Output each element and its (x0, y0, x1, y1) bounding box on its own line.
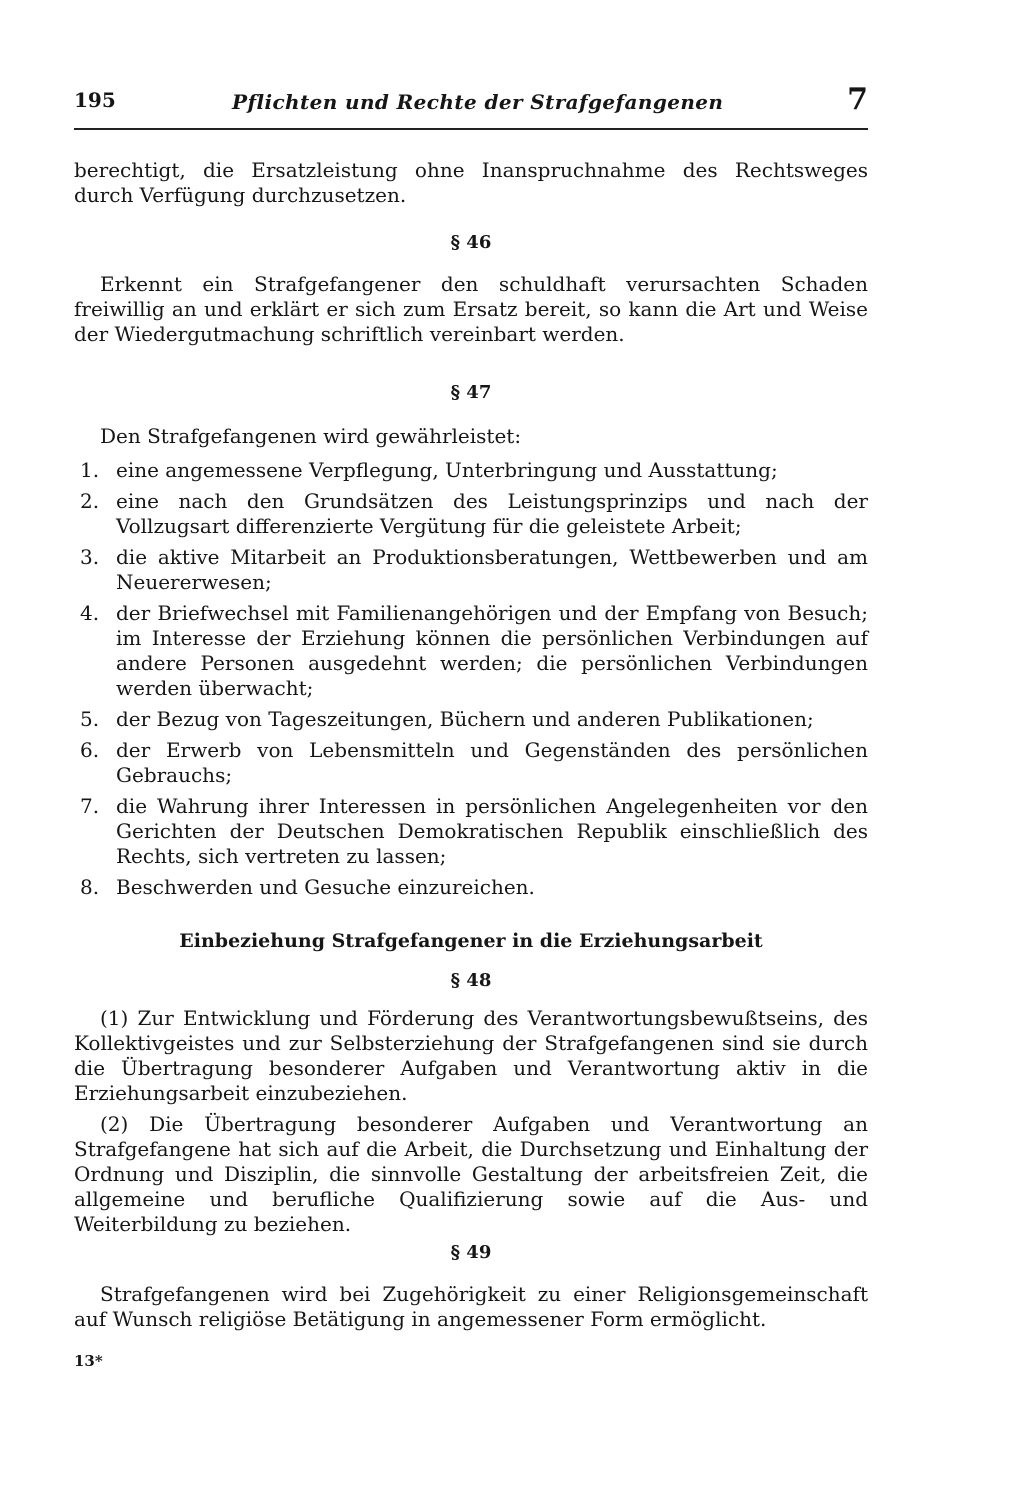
section-47-heading: § 47 (450, 382, 492, 403)
list-item: 5. der Bezug von Tageszeitungen, Büchern und anderen Publikationen; (80, 707, 814, 731)
page-number: 195 (74, 88, 116, 112)
section-46-text: Erkennt ein Strafgefangener den schuldhaft verursachten Schaden freiwillig an und erklärt er sich zum Ersatz bereit, so kann die Art und Weise der Wiedergutmachung schriftlich vereinbart werden. (74, 272, 868, 346)
section-49-heading: § 49 (450, 1242, 492, 1263)
section-48-para-2: (2) Die Übertragung besonderer Aufgaben und Verantwortung an Strafgefangene hat sich auf die Arbeit, die Durchsetzung und Einhaltung der Ordnung und Disziplin, die sinnvolle Gestaltung der arbeitsfreien Zeit, die allgemeine und berufliche Qualifizierung sowie auf die Aus- und Weiterbildung zu beziehen. (74, 1112, 868, 1236)
list-item: 2. eine nach den Grundsätzen des Leistungsprinzips und nach der Vollzugsart differenzierte Vergütung für die geleistete Arbeit; (80, 489, 868, 538)
section-46-heading: § 46 (450, 232, 492, 253)
list-item: 6. der Erwerb von Lebensmitteln und Gegenständen des persönlichen Gebrauchs; (80, 738, 868, 787)
page-header (74, 82, 868, 126)
running-title: Pflichten und Rechte der Strafgefangenen (232, 90, 724, 114)
section-48-para-1: (1) Zur Entwicklung und Förderung des Verantwortungsbewußtseins, des Kollektivgeistes und zur Selbsterziehung der Strafgefangenen sind sie durch die Übertragung besonderer Aufgaben und Verantwortung aktiv in die Erziehungsarbeit einzubeziehen. (74, 1006, 868, 1105)
document-page (74, 82, 868, 1370)
signature-mark: 13* (74, 1352, 103, 1370)
rights-list (74, 458, 868, 906)
section-number: 7 (847, 82, 868, 117)
list-item: 4. der Briefwechsel mit Familienangehörigen und der Empfang von Besuch; im Interesse der Erziehung können die persönlichen Verbindungen auf andere Personen ausgedehnt werden; die persönlichen Verbindungen werden überwacht; (80, 601, 868, 700)
header-rule (74, 128, 868, 130)
section-47-intro: Den Strafgefangenen wird gewährleistet: (100, 424, 522, 448)
continuation-paragraph: berechtigt, die Ersatzleistung ohne Inanspruchnahme des Rechtsweges durch Verfügung durchzusetzen. (74, 158, 868, 207)
list-item: 8. Beschwerden und Gesuche einzureichen. (80, 875, 535, 899)
subheading: Einbeziehung Strafgefangener in die Erziehungsarbeit (179, 930, 763, 952)
list-item: 3. die aktive Mitarbeit an Produktionsberatungen, Wettbewerben und am Neuererwesen; (80, 545, 868, 594)
list-item: 1. eine angemessene Verpflegung, Unterbringung und Ausstattung; (80, 458, 778, 482)
section-48-heading: § 48 (450, 970, 492, 991)
section-49-text: Strafgefangenen wird bei Zugehörigkeit zu einer Religionsgemeinschaft auf Wunsch religiöse Betätigung in angemessener Form ermöglicht. (74, 1282, 868, 1331)
list-item: 7. die Wahrung ihrer Interessen in persönlichen Angelegenheiten vor den Gerichten der Deutschen Demokratischen Republik einschließlich des Rechts, sich vertreten zu lassen; (80, 794, 868, 868)
